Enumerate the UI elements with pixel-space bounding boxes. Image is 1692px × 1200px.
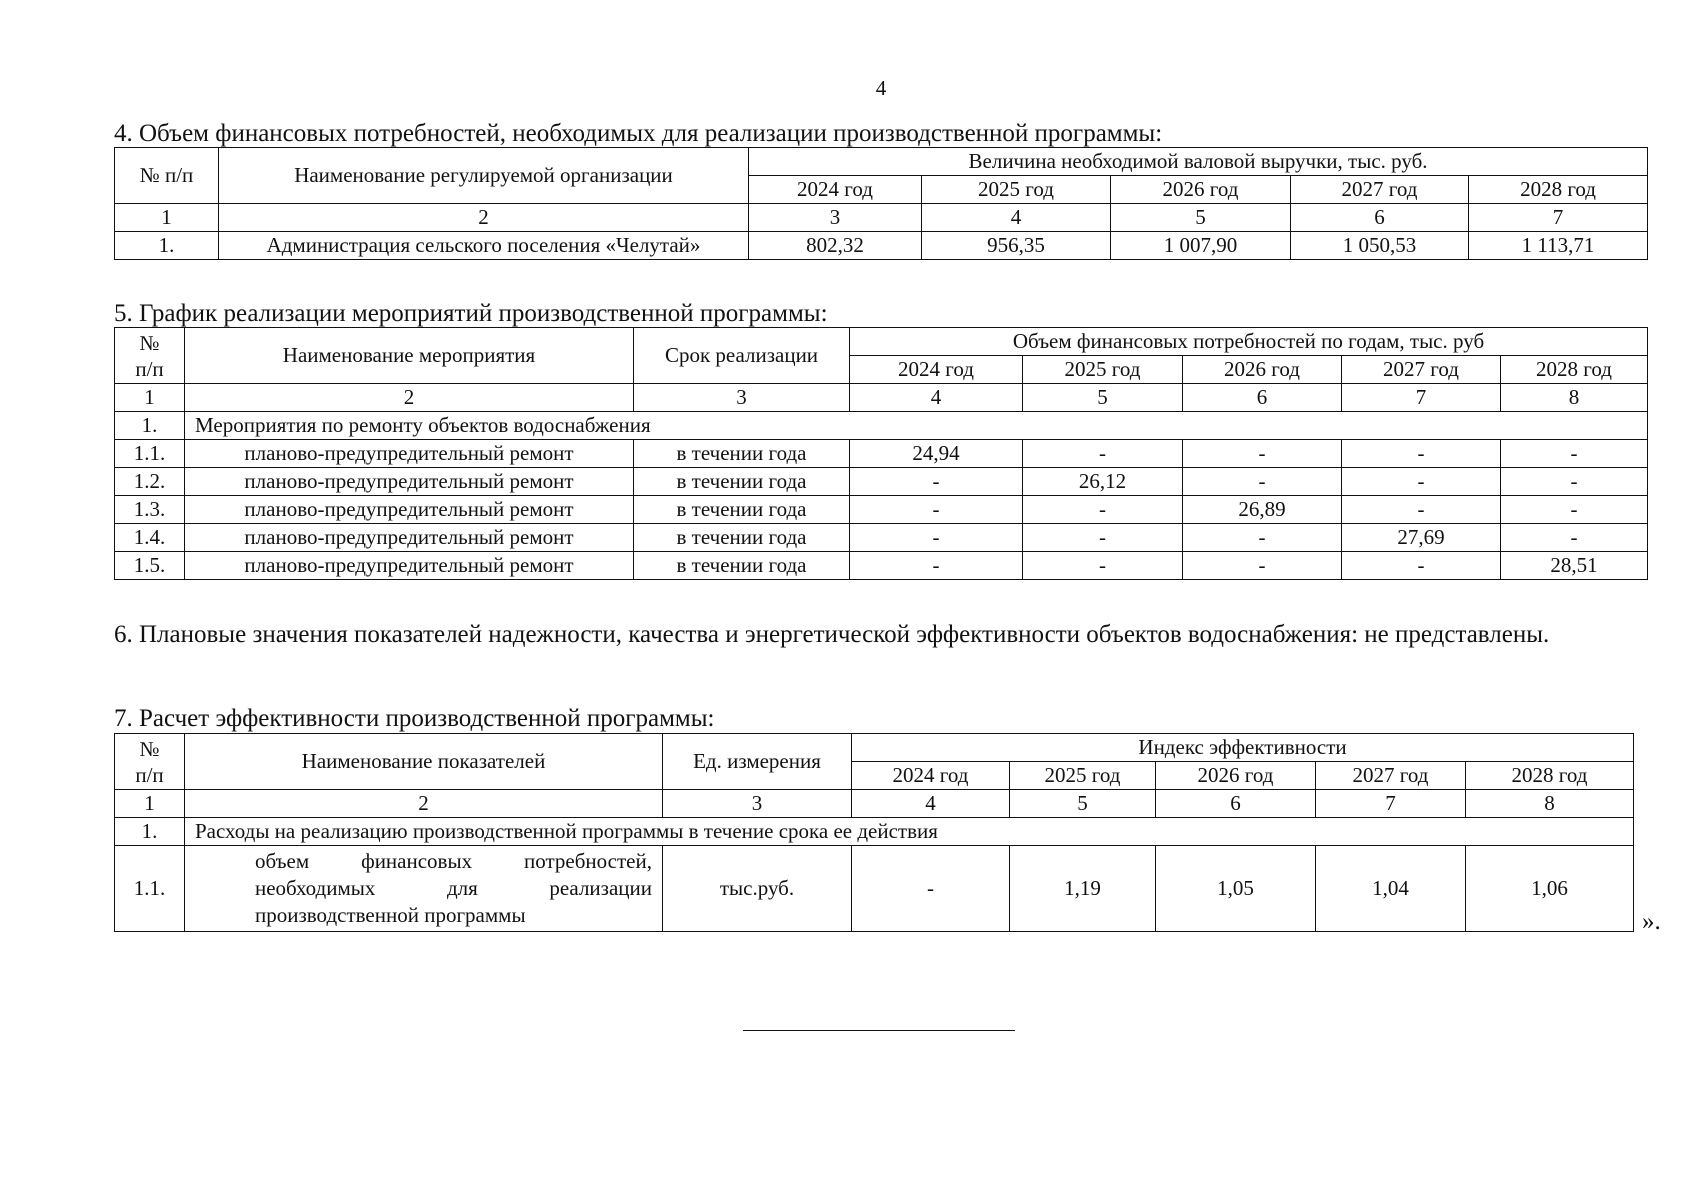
table-row (115, 524, 1648, 552)
value-cell: - (1183, 524, 1342, 552)
col-index: 2 (219, 204, 749, 232)
col-index: 1 (115, 790, 185, 818)
row-number: 1. (115, 818, 185, 846)
row-number: 1.1. (115, 440, 185, 468)
col-index: 5 (1010, 790, 1156, 818)
col-index: 6 (1183, 384, 1342, 412)
value-cell: 1,04 (1316, 846, 1466, 932)
row-number: 1.2. (115, 468, 185, 496)
activity-name: планово-предупредительный ремонт (185, 552, 634, 580)
col-index: 8 (1501, 384, 1648, 412)
group-row-title: Мероприятия по ремонту объектов водоснабжения (185, 412, 1648, 440)
year-header: 2027 год (1316, 762, 1466, 790)
period-cell: в течении года (634, 552, 850, 580)
col-index: 4 (922, 204, 1111, 232)
page-number: 4 (875, 76, 887, 100)
value-cell: - (1342, 552, 1501, 580)
value-cell: - (1342, 468, 1501, 496)
year-header: 2027 год (1342, 356, 1501, 384)
value-cell: 956,35 (922, 232, 1111, 260)
col-num-header: № п/п (115, 148, 219, 204)
row-number: 1.5. (115, 552, 185, 580)
year-header: 2024 год (852, 762, 1010, 790)
value-cell: - (1183, 468, 1342, 496)
value-cell: - (850, 468, 1023, 496)
unit-cell: тыс.руб. (663, 846, 852, 932)
period-cell: в течении года (634, 496, 850, 524)
table-row (115, 412, 1648, 440)
value-cell: 28,51 (1501, 552, 1648, 580)
cost-group-header: Объем финансовых потребностей по годам, тыс. руб (850, 328, 1648, 356)
value-cell: - (1501, 440, 1648, 468)
table-row (115, 232, 1648, 260)
activity-name: планово-предупредительный ремонт (185, 524, 634, 552)
year-header: 2025 год (1010, 762, 1156, 790)
col-index: 1 (115, 384, 185, 412)
value-cell: 1,19 (1010, 846, 1156, 932)
value-cell: - (1023, 440, 1183, 468)
col-org-header: Наименование регулируемой организации (219, 148, 749, 204)
efficiency-table (114, 733, 1634, 932)
table-row (115, 468, 1648, 496)
col-index: 5 (1023, 384, 1183, 412)
year-header: 2028 год (1469, 176, 1648, 204)
col-index: 2 (185, 384, 634, 412)
col-index: 6 (1156, 790, 1316, 818)
value-cell: 27,69 (1342, 524, 1501, 552)
value-cell: 26,89 (1183, 496, 1342, 524)
col-index: 8 (1466, 790, 1634, 818)
end-divider (743, 1030, 1015, 1031)
value-cell: - (850, 496, 1023, 524)
organization-name: Администрация сельского поселения «Челутай» (219, 232, 749, 260)
period-cell: в течении года (634, 440, 850, 468)
year-header: 2025 год (1023, 356, 1183, 384)
value-cell: 1 113,71 (1469, 232, 1648, 260)
section-6-paragraph: 6. Плановые значения показателей надежности, качества и энергетической эффективности объектов водоснабжения: не представлены. (114, 621, 1550, 648)
value-cell: - (1501, 468, 1648, 496)
value-cell: 26,12 (1023, 468, 1183, 496)
year-header: 2026 год (1183, 356, 1342, 384)
year-header: 2027 год (1291, 176, 1469, 204)
activity-name: планово-предупредительный ремонт (185, 440, 634, 468)
value-cell: - (852, 846, 1010, 932)
table-row (115, 846, 1634, 932)
year-header: 2028 год (1466, 762, 1634, 790)
col-index: 2 (185, 790, 663, 818)
col-num-header (115, 734, 185, 790)
value-cell: - (1342, 440, 1501, 468)
closing-quote: ». (1642, 908, 1661, 935)
value-cell: - (1023, 524, 1183, 552)
col-index: 3 (634, 384, 850, 412)
efficiency-group-header: Индекс эффективности (852, 734, 1634, 762)
activity-name: планово-предупредительный ремонт (185, 468, 634, 496)
value-cell: - (850, 552, 1023, 580)
value-cell: 1,05 (1156, 846, 1316, 932)
year-header: 2028 год (1501, 356, 1648, 384)
year-header: 2024 год (850, 356, 1023, 384)
table-row (115, 818, 1634, 846)
value-cell: - (1183, 440, 1342, 468)
row-number: 1. (115, 232, 219, 260)
period-cell: в течении года (634, 524, 850, 552)
value-cell: - (1501, 496, 1648, 524)
year-header: 2026 год (1156, 762, 1316, 790)
revenue-group-header: Величина необходимой валовой выручки, тыс. руб. (749, 148, 1648, 176)
value-cell: - (1023, 552, 1183, 580)
col-index: 3 (749, 204, 922, 232)
col-period-header: Срок реализации (634, 328, 850, 384)
col-num-top: № (139, 330, 160, 355)
col-index: 6 (1291, 204, 1469, 232)
col-num-top: № (139, 736, 160, 761)
value-cell: - (850, 524, 1023, 552)
year-header: 2026 год (1111, 176, 1291, 204)
table-row (115, 496, 1648, 524)
col-num-bottom: п/п (135, 762, 164, 787)
value-cell: 1 007,90 (1111, 232, 1291, 260)
year-header: 2025 год (922, 176, 1111, 204)
col-index: 1 (115, 204, 219, 232)
col-index: 7 (1469, 204, 1648, 232)
group-row-title: Расходы на реализацию производственной программы в течение срока ее действия (185, 818, 1634, 846)
col-index: 7 (1342, 384, 1501, 412)
schedule-table (114, 327, 1648, 580)
section-7-heading: 7. Расчет эффективности производственной программы: (114, 705, 715, 732)
col-index: 4 (852, 790, 1010, 818)
indicator-name: объем финансовых потребностей, необходимых для реализации производственной программы (185, 846, 663, 932)
value-cell: 24,94 (850, 440, 1023, 468)
col-num-bottom: п/п (135, 356, 164, 381)
col-name-header: Наименование показателей (185, 734, 663, 790)
col-unit-header: Ед. измерения (663, 734, 852, 790)
year-header: 2024 год (749, 176, 922, 204)
section-5-heading: 5. График реализации мероприятий производственной программы: (114, 300, 828, 327)
row-number: 1.1. (115, 846, 185, 932)
value-cell: 1 050,53 (1291, 232, 1469, 260)
col-index: 3 (663, 790, 852, 818)
table-row (115, 440, 1648, 468)
value-cell: - (1183, 552, 1342, 580)
value-cell: - (1023, 496, 1183, 524)
period-cell: в течении года (634, 468, 850, 496)
value-cell: - (1501, 524, 1648, 552)
value-cell: - (1342, 496, 1501, 524)
section-4-heading: 4. Объем финансовых потребностей, необходимых для реализации производственной программы: (114, 120, 1163, 147)
financial-needs-table (114, 147, 1648, 260)
col-name-header: Наименование мероприятия (185, 328, 634, 384)
col-index: 7 (1316, 790, 1466, 818)
activity-name: планово-предупредительный ремонт (185, 496, 634, 524)
col-index: 5 (1111, 204, 1291, 232)
table-row (115, 552, 1648, 580)
value-cell: 1,06 (1466, 846, 1634, 932)
col-index: 4 (850, 384, 1023, 412)
col-num-header (115, 328, 185, 384)
row-number: 1.3. (115, 496, 185, 524)
value-cell: 802,32 (749, 232, 922, 260)
row-number: 1.4. (115, 524, 185, 552)
row-number: 1. (115, 412, 185, 440)
